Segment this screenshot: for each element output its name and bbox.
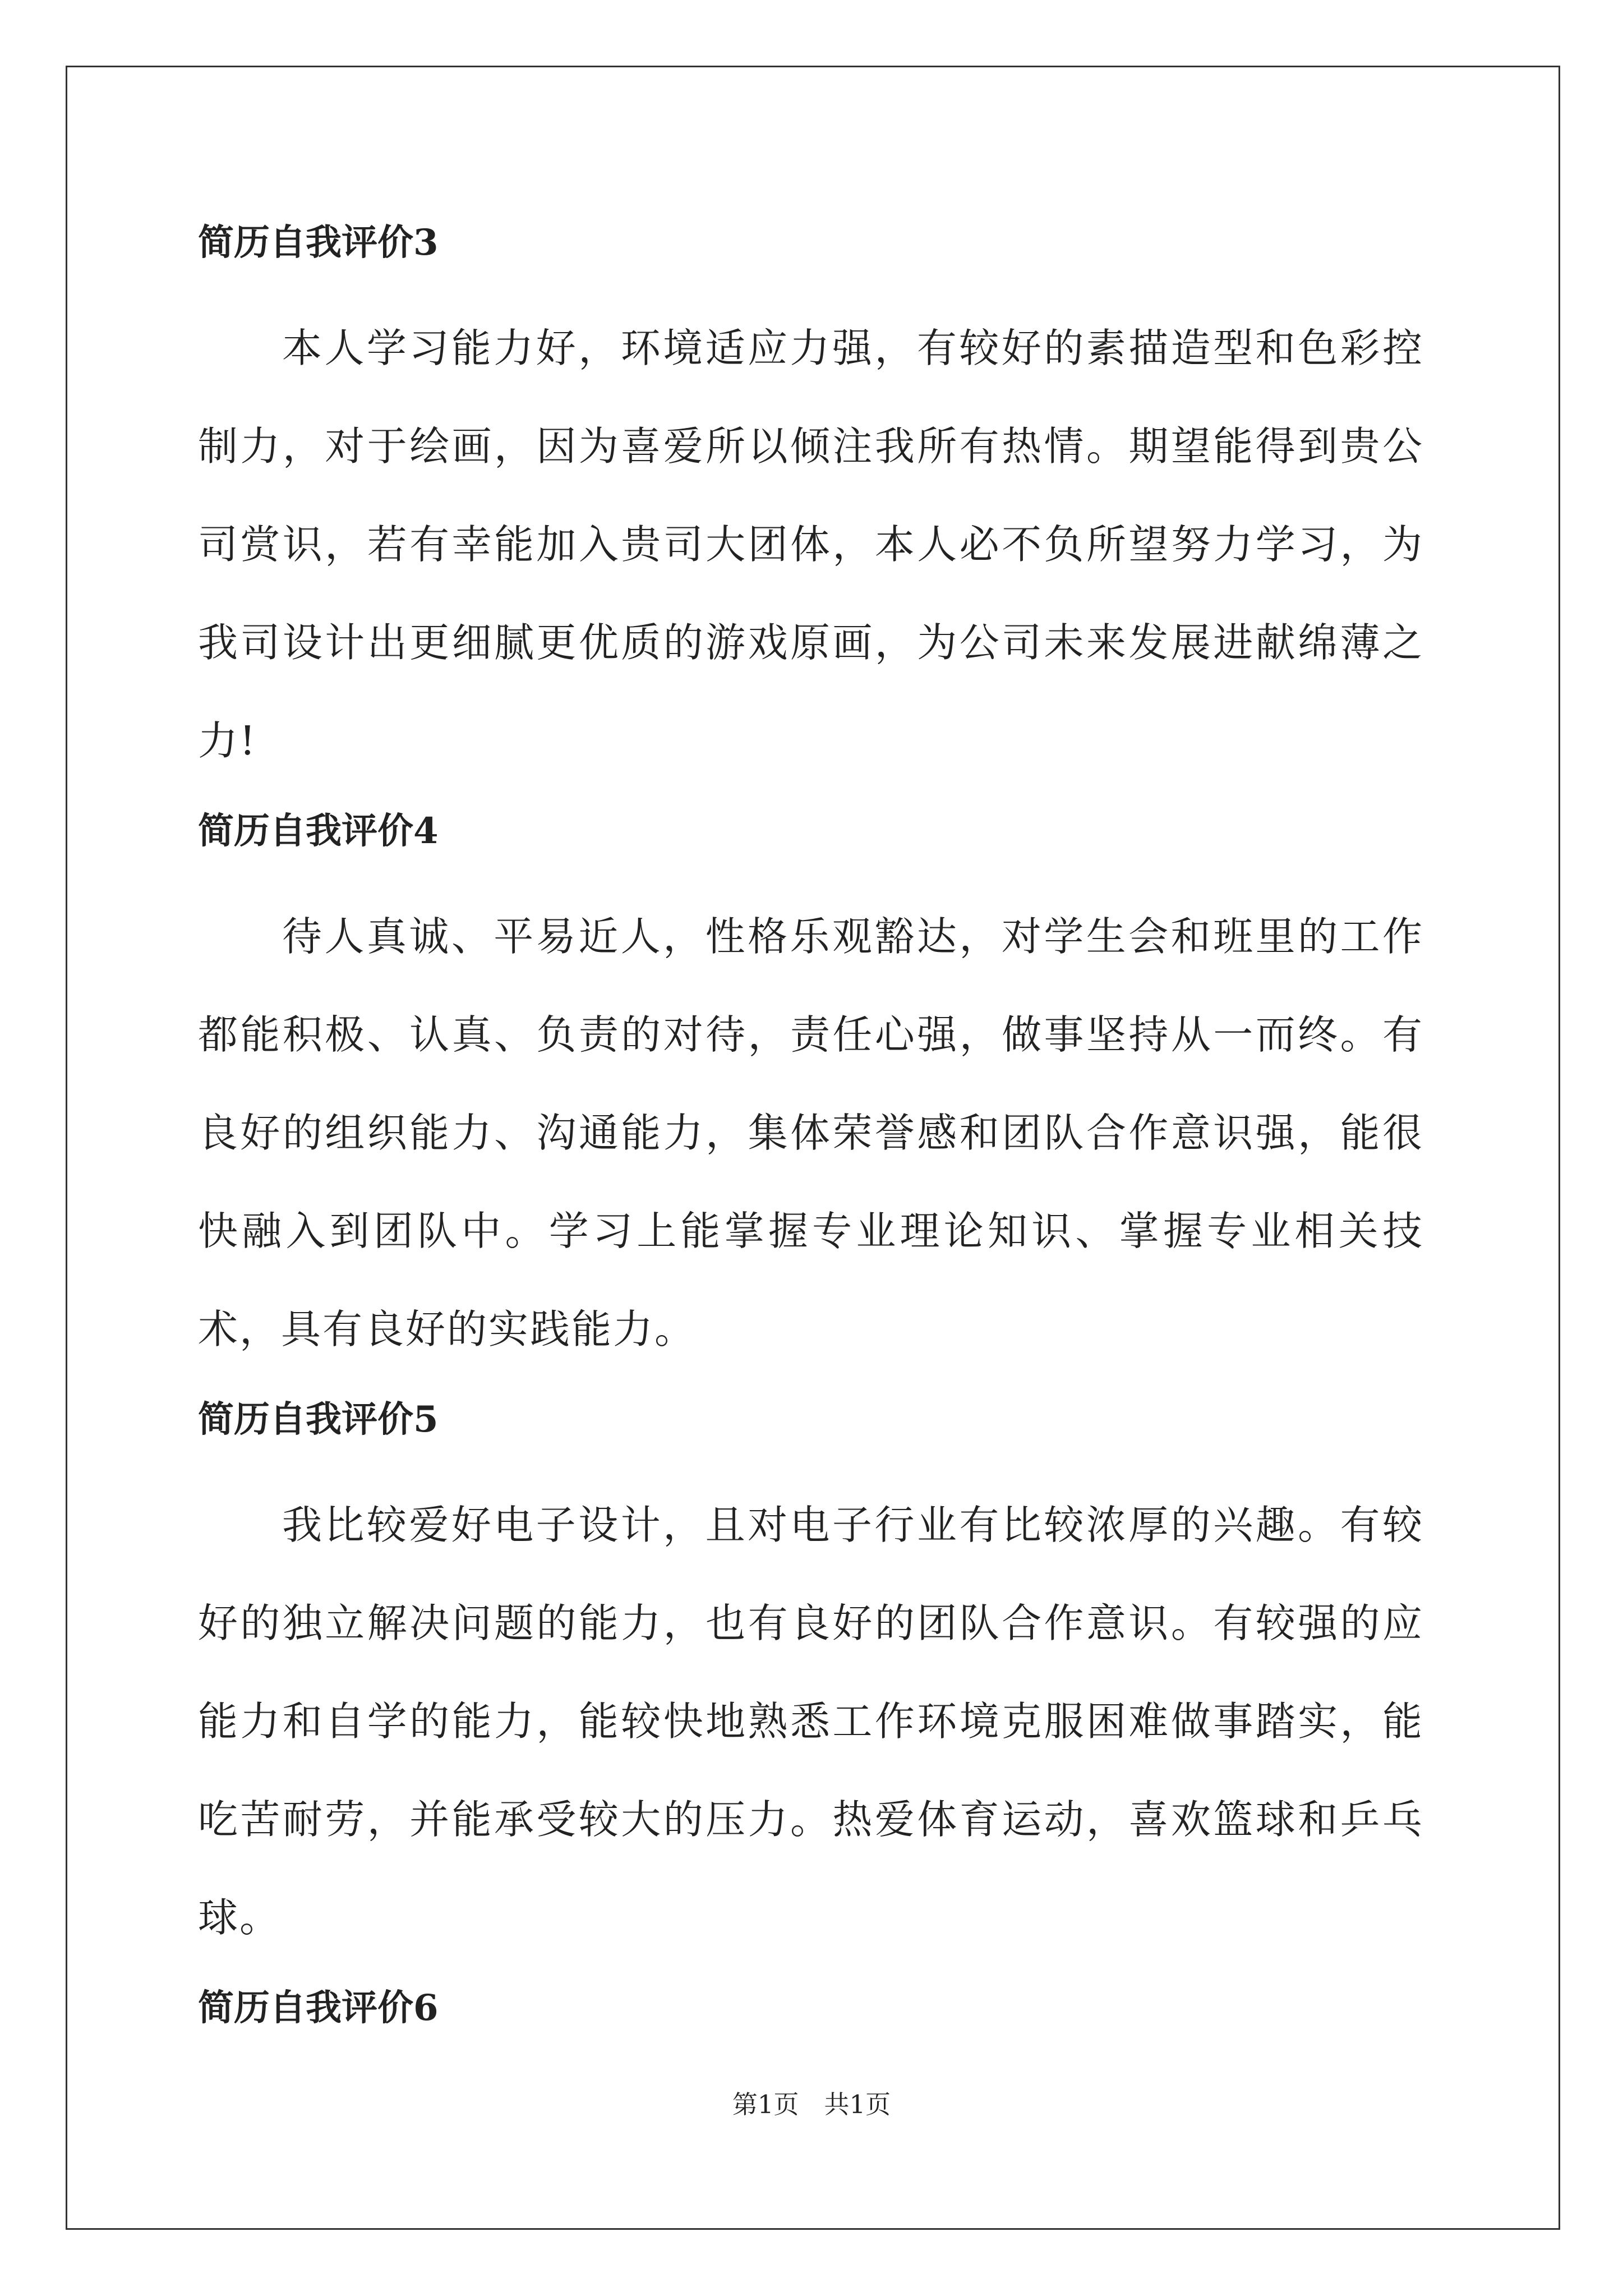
section-heading: 简历自我评价3 xyxy=(198,222,439,264)
section-paragraph: 本人学习能力好，环境适应力强，有较好的素描造型和色彩控制力，对于绘画，因为喜爱所以倾注我所有热情。期望能得到贵公司赏识，若有幸能加入贵司大团体，本人必不负所望努力学习，为我司设计出更细腻更优质的游戏原画，为公司未来发展进献绵薄之力! xyxy=(198,325,1424,764)
section-evaluation-6 xyxy=(198,1981,1424,2035)
section-paragraph: 待人真诚、平易近人，性格乐观豁达，对学生会和班里的工作都能积极、认真、负责的对待，责任心强，做事坚持从一而终。有良好的组织能力、沟通能力，集体荣誉感和团队合作意识强，能很快融入到团队中。学习上能掌握专业理论知识、掌握专业相关技术，具有良好的实践能力。 xyxy=(198,913,1424,1352)
section-paragraph: 我比较爱好电子设计，且对电子行业有比较浓厚的兴趣。有较好的独立解决问题的能力，也有良好的团队合作意识。有较强的应能力和自学的能力，能较快地熟悉工作环境克服困难做事踏实，能吃苦耐劳，并能承受较大的压力。热爱体育运动，喜欢篮球和乒乓球。 xyxy=(198,1502,1424,1941)
section-evaluation-4 xyxy=(198,804,1424,1378)
document-body xyxy=(198,216,1424,2064)
section-heading: 简历自我评价6 xyxy=(198,1987,439,2029)
section-evaluation-5 xyxy=(198,1393,1424,1967)
section-heading: 简历自我评价4 xyxy=(198,810,439,852)
section-evaluation-3 xyxy=(198,216,1424,790)
section-heading: 简历自我评价5 xyxy=(198,1398,439,1441)
page-number-footer: 第1页 共1页 xyxy=(732,2090,891,2119)
